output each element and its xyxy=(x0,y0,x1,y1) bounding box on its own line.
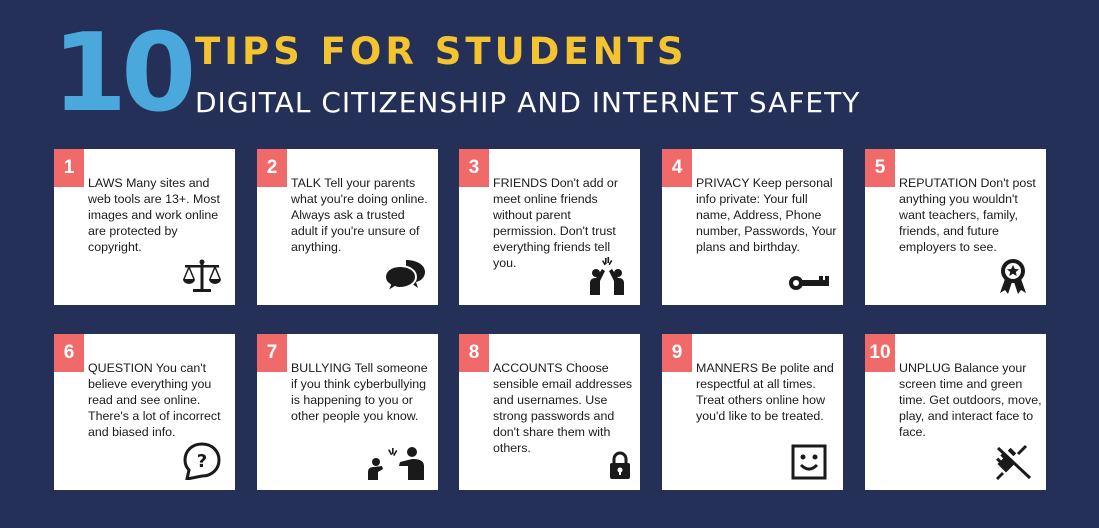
tip-number: 7 xyxy=(257,334,287,372)
tip-number: 8 xyxy=(459,334,489,372)
big-number: 10 xyxy=(52,11,191,136)
key-icon xyxy=(789,257,831,295)
tip-text: LAWS Many sites and web tools are 13+. Most images and work online are protected by copyright. xyxy=(88,176,220,254)
tip-card-9 xyxy=(662,334,843,490)
tip-text: QUESTION You can't believe everything you read and see online. There's a lot of incorrect and biased info. xyxy=(88,361,221,439)
tip-number: 1 xyxy=(54,149,84,187)
tip-text: PRIVACY Keep personal info private: Your full name, Address, Phone number, Passwords, Your plans and birthday. xyxy=(696,176,837,254)
page-subtitle: DIGITAL CITIZENSHIP AND INTERNET SAFETY xyxy=(195,86,861,119)
tip-text: BULLYING Tell someone if you think cyberbullying is happening to you or other people you know. xyxy=(291,361,428,423)
award-ribbon-icon xyxy=(992,257,1034,295)
tip-text: FRIENDS Don't add or meet online friends without parent permission. Don't trust everything friends tell you. xyxy=(493,176,618,270)
lock-icon xyxy=(608,450,632,480)
tip-card-2 xyxy=(257,149,438,305)
page-title: TIPS FOR STUDENTS xyxy=(195,30,688,73)
tip-text: MANNERS Be polite and respectful at all times. Treat others online how you'd like to be treated. xyxy=(696,361,834,423)
tip-card-3 xyxy=(459,149,640,305)
tip-text: TALK Tell your parents what you're doing online. Always ask a trusted adult if you're unsure of anything. xyxy=(291,176,428,254)
tip-text: ACCOUNTS Choose sensible email addresses and usernames. Use strong passwords and don't share them with others. xyxy=(493,361,633,455)
tip-text: REPUTATION Don't post anything you wouldn't want teachers, family, friends, and future employers to see. xyxy=(899,176,1036,254)
bullying-icon xyxy=(366,442,428,480)
svg-text:?: ? xyxy=(196,451,208,472)
scales-icon xyxy=(181,257,223,295)
tip-number: 2 xyxy=(257,149,287,187)
tip-number: 4 xyxy=(662,149,692,187)
tip-card-1 xyxy=(54,149,235,305)
unplug-icon xyxy=(992,442,1034,480)
tip-text: UNPLUG Balance your screen time and green time. Get outdoors, move, play, and interact face to face. xyxy=(899,361,1042,439)
tip-number: 5 xyxy=(865,149,895,187)
tip-number: 6 xyxy=(54,334,84,372)
high-five-icon xyxy=(586,257,628,295)
question-bubble-icon xyxy=(181,442,223,480)
smiley-icon xyxy=(791,444,827,480)
tip-number: 3 xyxy=(459,149,489,187)
tip-card-8 xyxy=(459,334,640,490)
tip-number: 9 xyxy=(662,334,692,372)
tip-card-5 xyxy=(865,149,1046,305)
speech-bubbles-icon xyxy=(384,257,426,295)
tip-number: 10 xyxy=(865,334,895,372)
tip-card-7 xyxy=(257,334,438,490)
tip-card-4 xyxy=(662,149,843,305)
tip-card-10 xyxy=(865,334,1046,490)
tip-card-6 xyxy=(54,334,235,490)
